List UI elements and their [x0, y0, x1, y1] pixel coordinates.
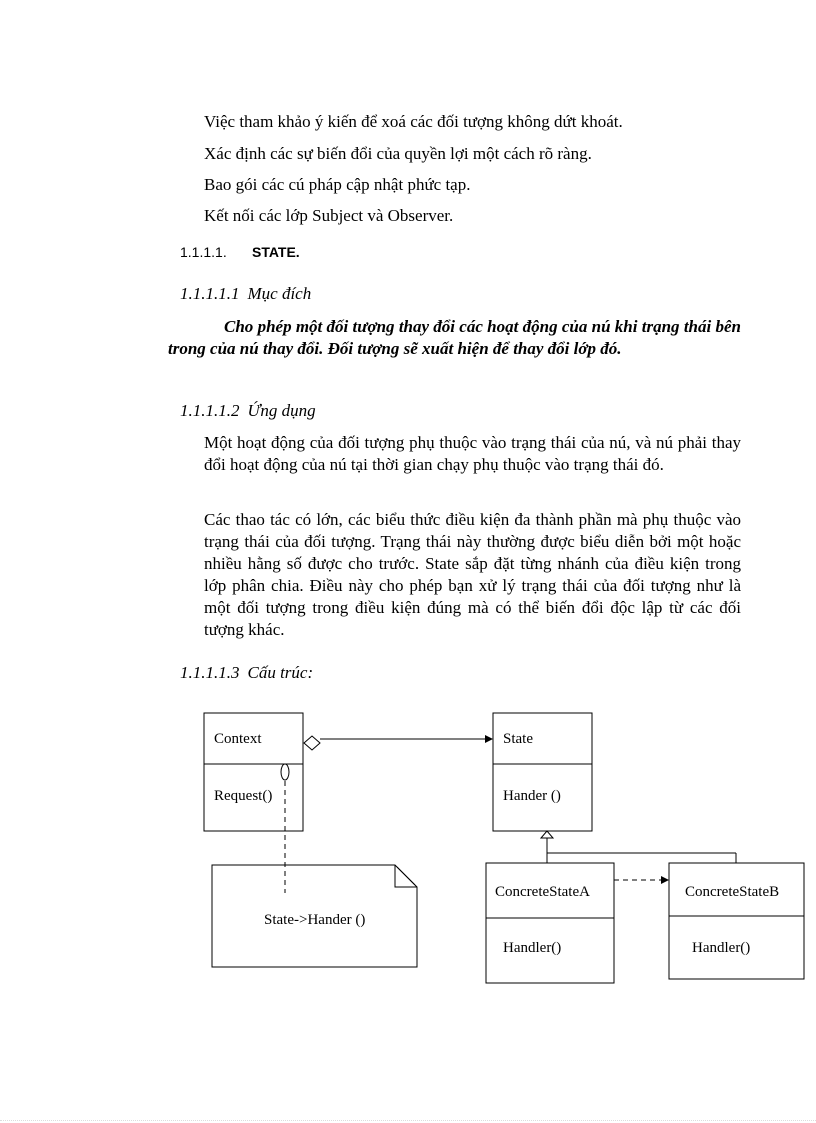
context-class-name: Context: [214, 731, 262, 747]
bullet-line: Kết nối các lớp Subject và Observer.: [204, 206, 454, 225]
concrete-state-a-class: [486, 863, 614, 983]
state-class: [493, 713, 592, 831]
transition-connector: [614, 876, 669, 884]
section-title: STATE.: [252, 244, 300, 260]
arrow-head-icon: [485, 735, 493, 743]
state-class-name: State: [503, 731, 533, 747]
concrete-state-b-class: [669, 863, 804, 979]
section-number: 1.1.1.1.: [180, 244, 227, 260]
intent-heading-title: Mục đích: [247, 284, 312, 303]
bullet-line: Bao gói các cú pháp cập nhật phức tạp.: [204, 175, 471, 194]
concrete-state-a-name: ConcreteStateA: [495, 884, 590, 900]
context-class-operation: Request(): [214, 788, 273, 804]
inheritance-connector: [541, 831, 736, 863]
structure-heading-title: Cấu trúc:: [247, 663, 314, 682]
bullet-line: Việc tham khảo ý kiến để xoá các đối tượng không dứt khoát.: [204, 112, 623, 131]
concrete-state-b-operation: Handler(): [692, 940, 751, 956]
intent-text: Cho phép một đối tượng thay đổi các hoạt động của nú khi trạng thái bên trong của nú thay đổi. Đối tượng sẽ xuất hiện để thay đổi lớp đó.: [168, 317, 741, 358]
concrete-state-b-name: ConcreteStateB: [685, 884, 780, 900]
applicability-paragraph: Một hoạt động của đối tượng phụ thuộc vào trạng thái của nú, và nú phải thay đổi hoạt động của nú tại thời gian chạy phụ thuộc vào trạng thái đó.: [204, 433, 741, 474]
intent-heading-number: 1.1.1.1.1: [180, 284, 240, 303]
note-anchor-circle-icon: [281, 764, 289, 780]
bullet-line: Xác định các sự biến đổi của quyền lợi một cách rõ ràng.: [204, 144, 592, 163]
page-bottom-rule: [0, 1120, 816, 1121]
note-text: State->Hander (): [264, 912, 366, 928]
applicability-heading-title: Ứng dụng: [247, 401, 316, 420]
concrete-state-a-operation: Handler(): [503, 940, 562, 956]
inheritance-triangle-icon: [541, 831, 553, 838]
state-class-operation: Hander (): [503, 788, 561, 804]
note-box: [212, 865, 417, 967]
aggregation-diamond-icon: [304, 736, 320, 750]
applicability-paragraph: Các thao tác có lớn, các biểu thức điều kiện đa thành phần mà phụ thuộc vào trạng thái của đối tượng. Trạng thái này thường được biểu diễn bởi một hoặc nhiều hằng số được cho trước. State sắp đặt từng nhánh của điều kiện trong lớp phân chia. Điều này cho phép bạn xử lý trạng thái của đối tượng như là một đối tượng trong điều kiện đúng mà có thể biến đổi độc lập từ các đối tượng khác.: [204, 510, 741, 639]
aggregation-connector: [304, 735, 493, 750]
arrow-head-icon: [661, 876, 669, 884]
structure-heading-number: 1.1.1.1.3: [180, 663, 240, 682]
applicability-heading-number: 1.1.1.1.2: [180, 401, 240, 420]
